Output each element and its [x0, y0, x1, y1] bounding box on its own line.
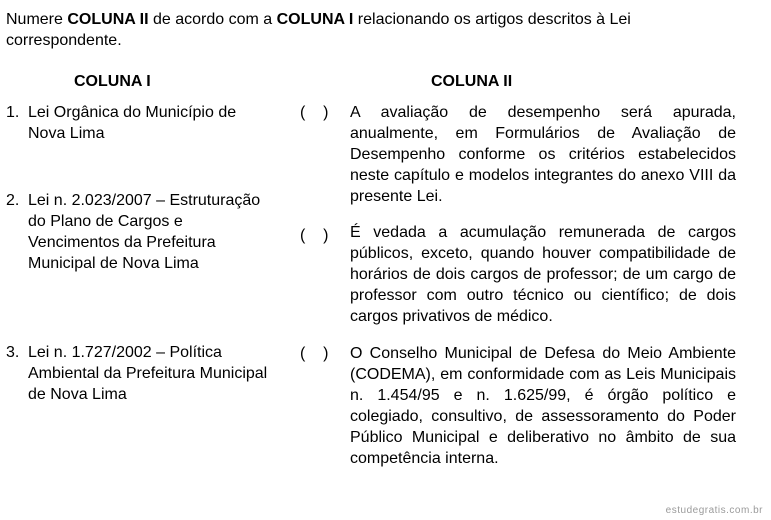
- answer-slot-2[interactable]: ( ): [300, 227, 329, 244]
- column-2-item-1: A avaliação de desempenho será apurada, anualmente, em Formulários de Avaliação de Desempenho conforme os critérios estabelecidos neste capítulo e modelos integrantes do anexo VIII da presente Lei.: [350, 104, 736, 205]
- item-number: 3.: [6, 344, 20, 361]
- column-1-item-1: [6, 102, 276, 144]
- watermark: estudegratis.com.br: [665, 505, 763, 516]
- answer-slot-1[interactable]: ( ): [300, 104, 329, 121]
- item-number: 1.: [6, 104, 20, 121]
- intro-bold-coluna-ii: COLUNA II: [67, 11, 149, 28]
- answer-slot-3[interactable]: ( ): [300, 345, 329, 362]
- intro-bold-coluna-i: COLUNA I: [276, 11, 354, 28]
- column-2-item-2: É vedada a acumulação remunerada de cargos públicos, exceto, quando houver compatibilidade de horários de dois cargos de professor; de um cargo de professor com outro técnico ou científico; de dois cargos privativos de médico.: [350, 224, 736, 325]
- item-text: Lei n. 1.727/2002 – Política Ambiental da Prefeitura Municipal de Nova Lima: [28, 344, 268, 403]
- item-text: Lei n. 2.023/2007 – Estruturação do Plano de Cargos e Vencimentos da Prefeitura Municipal de Nova Lima: [28, 192, 261, 272]
- column-2-item-3: O Conselho Municipal de Defesa do Meio Ambiente (CODEMA), em conformidade com as Leis Municipais n. 1.454/95 e n. 1.625/99, é órgão político e colegiado, consultivo, de assessoramento do Poder Público Municipal e deliberativo no âmbito de sua competência interna.: [350, 345, 736, 467]
- intro-text-2: de acordo com a: [148, 11, 277, 28]
- column-2-header: COLUNA II: [431, 73, 513, 90]
- intro-text-1: Numere: [6, 11, 68, 28]
- column-1-item-3: [6, 342, 276, 405]
- question-statement: [6, 9, 746, 51]
- item-text: Lei Orgânica do Município de Nova Lima: [28, 104, 237, 142]
- intro-text-3: relacionando os artigos descritos à Lei correspondente.: [6, 11, 631, 49]
- item-number: 2.: [6, 192, 20, 209]
- column-1-header: COLUNA I: [74, 73, 151, 90]
- column-1-item-2: [6, 190, 276, 274]
